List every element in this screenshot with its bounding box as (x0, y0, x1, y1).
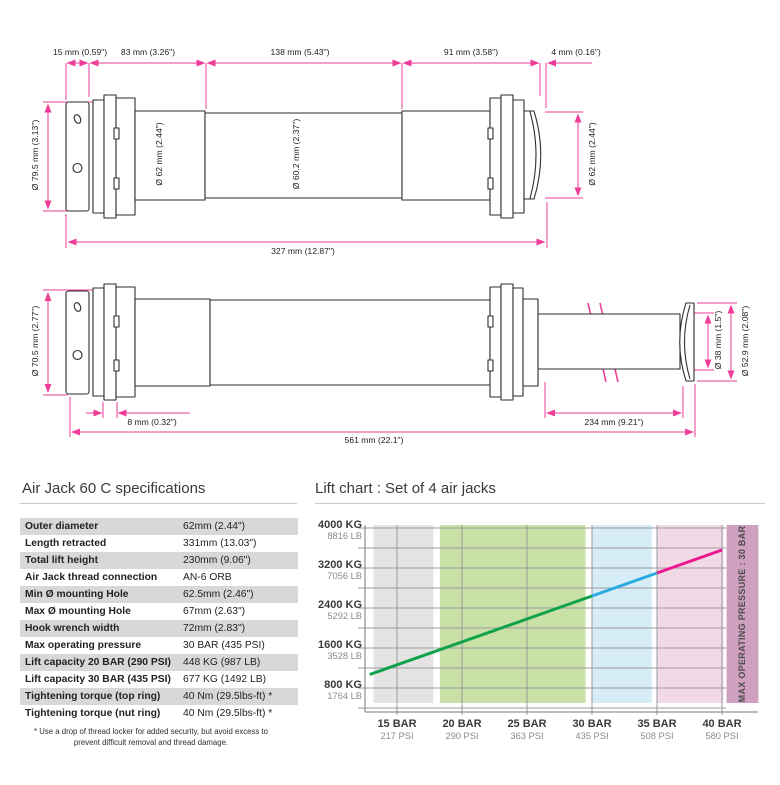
air-jack-extended-outline (66, 284, 694, 400)
x-tick: 25 BAR 363 PSI (507, 718, 547, 741)
spec-value: AN-6 ORB (183, 572, 232, 583)
spec-row (20, 535, 298, 552)
dia-label-body: Ø 62 mm (2.44") (154, 122, 164, 186)
spec-label: Tightening torque (top ring) (25, 691, 161, 702)
spec-value: 40 Nm (29.5lbs-ft) * (183, 708, 273, 719)
y-tick: 4000 KG 8816 LB (317, 519, 362, 541)
spec-value: 62.5mm (2.46") (183, 589, 254, 600)
dim-label-offset: 8 mm (0.32") (127, 417, 177, 427)
spec-label: Length retracted (25, 538, 107, 549)
specs-table (20, 518, 298, 722)
x-tick: 30 BAR 435 PSI (572, 718, 612, 741)
dim-label-collar-length: 83 mm (3.26") (120, 47, 176, 57)
spec-label: Outer diameter (25, 521, 99, 532)
x-tick: 15 BAR 217 PSI (377, 718, 417, 741)
spec-value: 72mm (2.83") (183, 623, 246, 634)
spec-row (20, 603, 298, 620)
y-tick: 2400 KG 5292 LB (317, 599, 362, 621)
dia-label-flange: Ø 79.5 mm (3.13") (30, 119, 40, 191)
spec-label: Min Ø mounting Hole (25, 589, 129, 600)
band-blue-30-35-bar (592, 525, 652, 703)
spec-value: 677 KG (1492 LB) (183, 674, 266, 685)
max-operating-pressure-label: MAX OPERATING PRESSURE : 30 BAR (737, 525, 747, 703)
dim-label-total-retracted: 327 mm (12.87") (271, 246, 335, 256)
spec-row (20, 518, 298, 535)
thread-locker-footnote: * Use a drop of thread locker for added security, but avoid excess to prevent difficult removal and thread damage. (34, 727, 268, 747)
y-tick: 1600 KG 3528 LB (317, 639, 362, 661)
spec-row (20, 637, 298, 654)
spec-row (20, 671, 298, 688)
dia-label-piston: Ø 38 mm (1.5") (713, 310, 723, 370)
x-tick: 40 BAR 580 PSI (702, 718, 742, 741)
spec-row (20, 586, 298, 603)
spec-label: Hook wrench width (25, 623, 120, 634)
dim-label-total-extended: 561 mm (22.1") (344, 435, 404, 445)
spec-row (20, 552, 298, 569)
dia-label-mid-section: Ø 60.2 mm (2.37") (291, 118, 301, 190)
dim-label-mid-length: 138 mm (5.43") (270, 47, 330, 57)
y-tick: 800 KG 1764 LB (324, 679, 362, 701)
band-gray-low-pressure (374, 525, 434, 703)
spec-label: Lift capacity 30 BAR (435 PSI) (25, 674, 171, 685)
spec-label: Total lift height (25, 555, 99, 566)
chart-title: Lift chart : Set of 4 air jacks (315, 480, 496, 497)
x-tick: 20 BAR 290 PSI (442, 718, 482, 741)
spec-value: 331mm (13.03") (183, 538, 257, 549)
spec-row (20, 569, 298, 586)
spec-label: Max Ø mounting Hole (25, 606, 131, 617)
spec-row (20, 688, 298, 705)
dim-label-stroke: 234 mm (9.21") (584, 417, 644, 427)
x-tick: 35 BAR 508 PSI (637, 718, 677, 741)
dim-label-cap-lip: 4 mm (0.16") (551, 47, 601, 57)
dia-label-cup: Ø 52.9 mm (2.08") (740, 305, 750, 377)
dim-label-plate-width: 15 mm (0.59") (52, 47, 108, 57)
spec-label: Max operating pressure (25, 640, 142, 651)
dim-label-right-length: 91 mm (3.58") (443, 47, 499, 57)
spec-value: 30 BAR (435 PSI) (183, 640, 265, 651)
spec-value: 40 Nm (29.5lbs-ft) * (183, 691, 273, 702)
spec-row (20, 620, 298, 637)
spec-label: Tightening torque (nut ring) (25, 708, 161, 719)
spec-label: Lift capacity 20 BAR (290 PSI) (25, 657, 171, 668)
dia-label-end-cap: Ø 62 mm (2.44") (587, 122, 597, 186)
spec-label: Air Jack thread connection (25, 572, 158, 583)
spec-row (20, 654, 298, 671)
specs-title-rule (20, 503, 297, 504)
lift-chart (310, 478, 780, 780)
spec-value: 230mm (9.06") (183, 555, 251, 566)
spec-value: 67mm (2.63") (183, 606, 246, 617)
air-jack-retracted-outline (66, 95, 541, 218)
spec-row (20, 705, 298, 722)
spec-value: 448 KG (987 LB) (183, 657, 261, 668)
spec-value: 62mm (2.44") (183, 521, 246, 532)
specs-title: Air Jack 60 C specifications (22, 480, 206, 497)
dia-label-flange-ext: Ø 70.5 mm (2.77") (30, 305, 40, 377)
y-tick: 3200 KG 7056 LB (317, 559, 362, 581)
